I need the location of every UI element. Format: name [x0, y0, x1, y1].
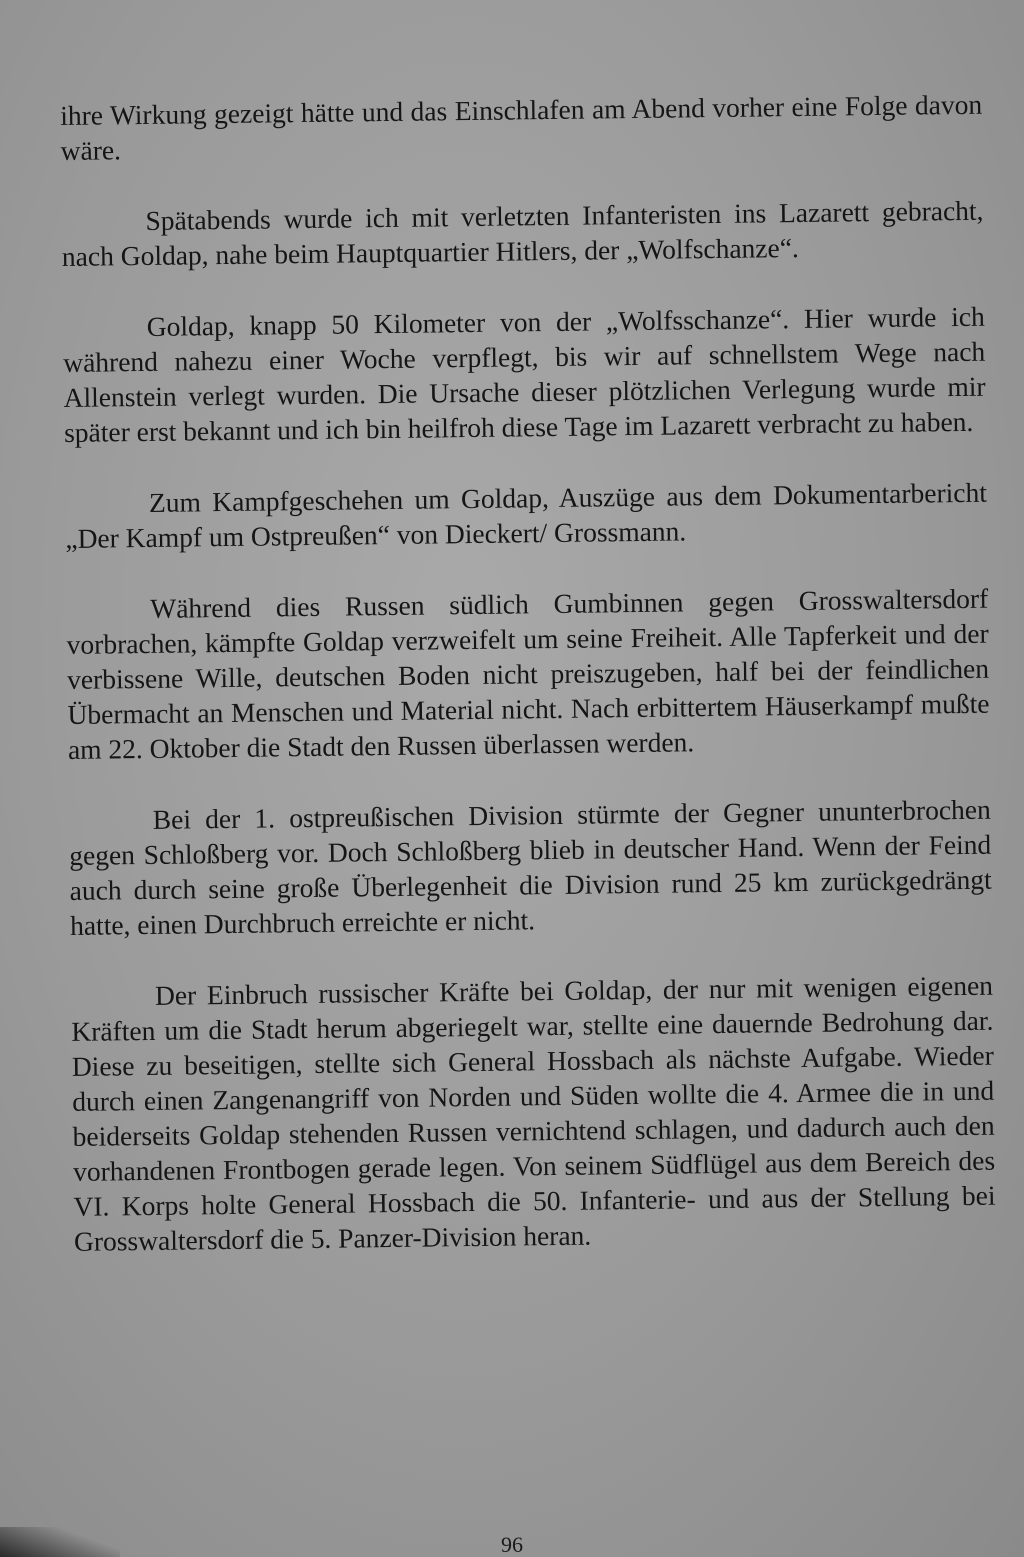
paragraph-schlossberg: Bei der 1. ostpreußischen Division stürmte der Gegner ununterbrochen gegen Schloßberg vor. Doch Schloßberg blieb in deutscher Hand. Wenn der Feind auch durch seine große Überlegenheit die Division rund 25 km zurückgedrängt hatte, einen Durchbruch erreichte er nicht. — [69, 793, 992, 941]
body-text — [60, 87, 997, 1295]
paragraph-kampfgeschehen: Zum Kampfgeschehen um Goldap, Auszüge aus dem Dokumentarbericht „Der Kampf um Ostpreußen“ von Dieckert/ Grossmann. — [65, 476, 988, 554]
paragraph-einbruch: Der Einbruch russischer Kräfte bei Goldap, der nur mit wenigen eigenen Kräften um die Stadt herum abgeriegelt war, stellte eine dauernde Bedrohung dar. Diese zu beseitigen, stellte sich General Hossbach als nächste Aufgabe. Wieder durch einen Zangenangriff von Norden und Süden wollte die 4. Armee die in und beiderseits Goldap stehenden Russen vernichtend schlagen, und dadurch auch den vorhandenen Frontbogen gerade legen. Von seinem Südflügel aus dem Bereich des VI. Korps holte General Hossbach die 50. Infanterie- und aus der Stellung bei Grosswaltersdorf die 5. Panzer-Division heran. — [71, 969, 996, 1257]
page-number: 96 — [501, 1532, 523, 1557]
paragraph-lazarett: Spätabends wurde ich mit verletzten Infanteristen ins Lazarett gebracht, nach Goldap, nahe beim Hauptquartier Hitlers, der „Wolfschanze“. — [61, 194, 984, 272]
paragraph-goldap: Goldap, knapp 50 Kilometer von der „Wolfsschanze“. Hier wurde ich während nahezu einer Woche verpflegt, bis wir auf schnellstem Wege nach Allenstein verlegt wurden. Die Ursache dieser plötzlichen Verlegung wurde mir später erst bekannt und ich bin heilfroh diese Tage im Lazarett verbracht zu haben. — [63, 300, 986, 448]
paragraph-gumbinnen: Während dies Russen südlich Gumbinnen gegen Grosswaltersdorf vorbrachen, kämpfte Goldap verzweifelt um seine Freiheit. Alle Tapferkeit und der verbissene Wille, deutschen Boden nicht preiszugeben, half bei der feindlichen Übermacht an Menschen und Material nicht. Nach erbittertem Häuserkampf mußte am 22. Oktober die Stadt den Russen überlassen werden. — [66, 582, 990, 765]
paragraph-continuation: ihre Wirkung gezeigt hätte und das Einschlafen am Abend vorher eine Folge davon wäre. — [60, 88, 983, 166]
